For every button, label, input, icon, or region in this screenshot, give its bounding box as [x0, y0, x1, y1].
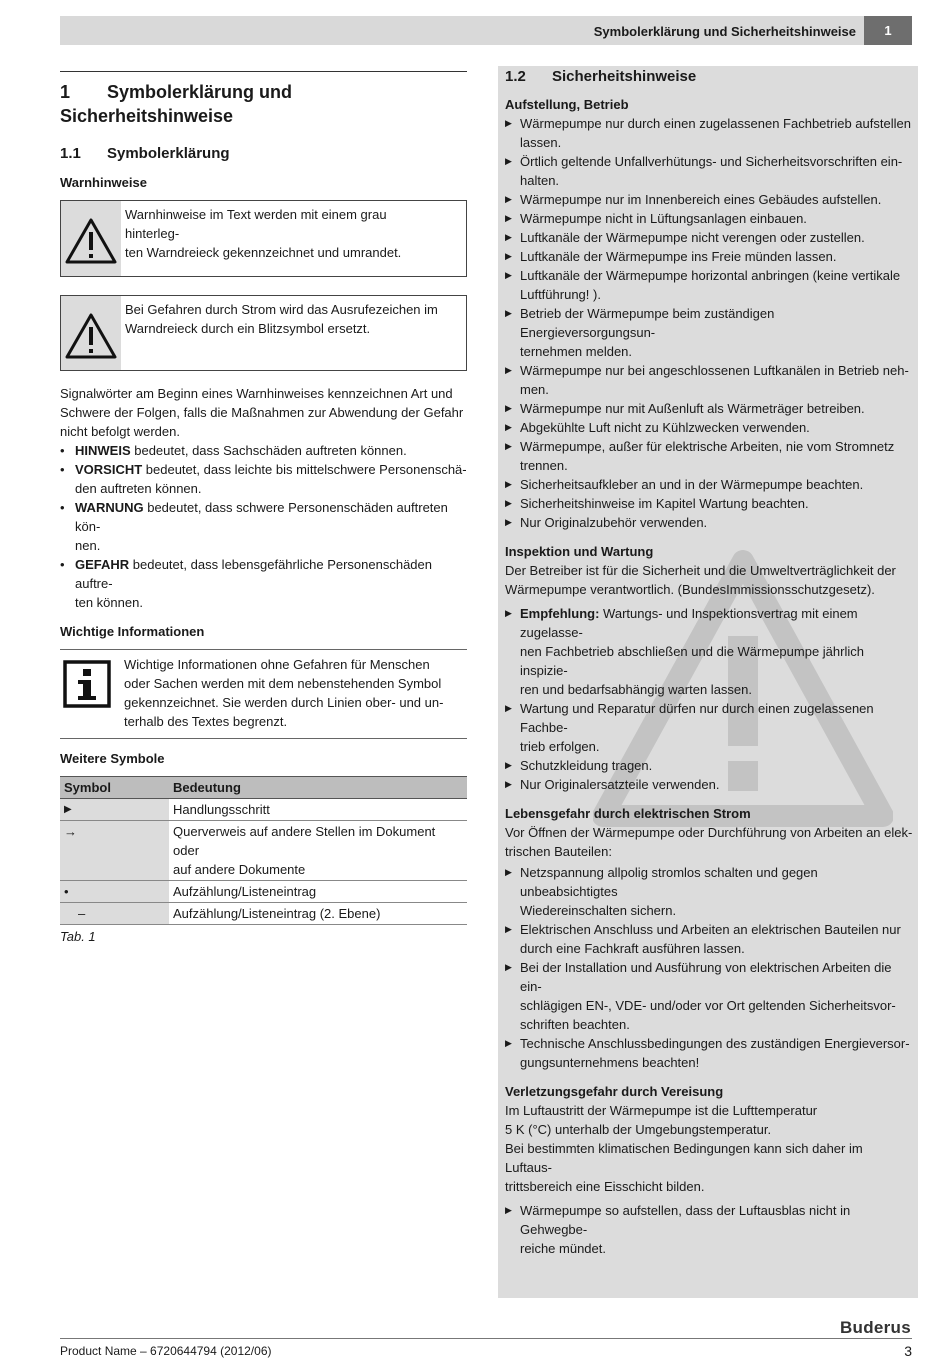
list-item-text: Wartungs- und Inspektionsvertrag mit einem zugelasse-: [520, 606, 858, 640]
list-item: ▶ Örtlich geltende Unfallverhütungs- und Sicherheitsvorschriften ein- halten.: [505, 154, 903, 188]
paragraph-line: trittsbereich eine Eisschicht bilden.: [505, 1179, 705, 1194]
list-item: • WARNUNG bedeutet, dass schwere Personenschäden auftreten kön- nen.: [60, 500, 448, 553]
list-item: ▶ Abgekühlte Luft nicht zu Kühlzwecken verwenden.: [505, 420, 810, 435]
section-title-text: Sicherheitshinweise: [552, 68, 697, 85]
list-item-text: bedeutet, dass schwere Personenschäden auftreten kön-: [75, 500, 448, 534]
table-cell-meaning: Handlungsschritt: [169, 799, 467, 821]
info-text-line: gekennzeichnet. Sie werden durch Linien ober- und un-: [124, 695, 444, 710]
chapter-title: [60, 71, 467, 128]
info-icon: [63, 660, 111, 708]
warning-text-line: Warndreieck durch ein Blitzsymbol ersetzt.: [125, 321, 371, 336]
list-item: ▶ Wärmepumpe nur bei angeschlossenen Luftkanälen in Betrieb neh- men.: [505, 363, 909, 397]
list-item: ▶ Wärmepumpe nur durch einen zugelassenen Fachbetrieb aufstellen lassen.: [505, 116, 911, 150]
list-item: ▶ Wartung und Reparatur dürfen nur durch einen zugelassenen Fachbe- trieb erfolgen.: [505, 701, 874, 754]
list-item: ▶ Empfehlung: Wartungs- und Inspektionsvertrag mit einem zugelasse- nen Fachbetrieb abschließen und die Wärmepumpe jährlich inspizie- ren und bedarfsabhängig warten lassen.: [505, 606, 864, 697]
table-cell-meaning: [169, 821, 467, 881]
list-item-text: bedeutet, dass leichte bis mittelschwere Personenschä-: [142, 462, 467, 477]
list-item: ▶ Netzspannung allpolig stromlos schalten und gegen unbeabsichtigtes Wiedereinschalten sichern.: [505, 865, 818, 918]
list-item: ▶ Luftkanäle der Wärmepumpe ins Freie münden lassen.: [505, 249, 837, 264]
list-item-text: Wiedereinschalten sichern.: [520, 903, 677, 918]
signal-word: GEFAHR: [75, 557, 130, 572]
signal-word: HINWEIS: [75, 443, 131, 458]
list-item-text: Sicherheitshinweise im Kapitel Wartung beachten.: [520, 496, 809, 511]
table-cell-meaning: Aufzählung/Listeneintrag: [169, 881, 467, 903]
list-item-text: Betrieb der Wärmepumpe beim zuständigen Energieversorgungsun-: [520, 306, 775, 340]
section-title-1-1: [60, 144, 467, 164]
list-item-text: bedeutet, dass lebensgefährliche Personenschäden auftre-: [75, 557, 432, 591]
list-item-text: durch eine Fachkraft ausführen lassen.: [520, 941, 745, 956]
warning-box-general: [60, 200, 467, 277]
list-item: ▶ Elektrischen Anschluss und Arbeiten an elektrischen Bauteilen nur durch eine Fachkraft ausführen lassen.: [505, 922, 901, 956]
table-row: [60, 881, 467, 903]
signal-words-list: [60, 441, 467, 612]
signal-word: VORSICHT: [75, 462, 143, 477]
table-header-cell: Bedeutung: [169, 777, 467, 799]
paragraph-line: 5 K (°C) unterhalb der Umgebungstemperatur.: [505, 1122, 772, 1137]
list-item-text: Wärmepumpe nur mit Außenluft als Wärmeträger betreiben.: [520, 401, 865, 416]
list-item: ▶ Schutzkleidung tragen.: [505, 758, 653, 773]
warn-heading: Warnhinweise: [60, 175, 147, 190]
signal-words-intro: [60, 384, 467, 441]
info-text-line: terhalb des Textes begrenzt.: [124, 714, 288, 729]
section-title-1-2: [505, 66, 913, 87]
paragraph-line: trischen Bauteilen:: [505, 844, 612, 859]
table-row: [60, 799, 467, 821]
list-item-text: Sicherheitsaufkleber an und in der Wärmepumpe beachten.: [520, 477, 864, 492]
list-item-text: ternehmen melden.: [520, 344, 633, 359]
list-item-text: Luftkanäle der Wärmepumpe nicht verengen oder zustellen.: [520, 230, 865, 245]
header-title: Symbolerklärung und Sicherheitshinweise: [593, 24, 856, 39]
list-item-text: Schutzkleidung tragen.: [520, 758, 653, 773]
info-text-line: oder Sachen werden mit dem nebenstehenden Symbol: [124, 676, 442, 691]
table-row: [60, 821, 467, 881]
list-item-text: Wärmepumpe nur im Innenbereich eines Gebäudes aufstellen.: [520, 192, 882, 207]
list-item-text: Örtlich geltende Unfallverhütungs- und Sicherheitsvorschriften ein-: [520, 154, 903, 169]
paragraph-line: Der Betreiber ist für die Sicherheit und die Umweltverträglichkeit der: [505, 563, 896, 578]
aufstellung-heading: Aufstellung, Betrieb: [505, 97, 629, 112]
list-item-text: Nur Originalersatzteile verwenden.: [520, 777, 720, 792]
list-item: ▶ Wärmepumpe, außer für elektrische Arbeiten, nie vom Stromnetz trennen.: [505, 439, 895, 473]
paragraph-line: Vor Öffnen der Wärmepumpe oder Durchführung von Arbeiten an elek-: [505, 825, 913, 840]
list-item-text: Wärmepumpe nicht in Lüftungsanlagen einbauen.: [520, 211, 807, 226]
warning-triangle-icon: [65, 312, 117, 360]
list-item: ▶ Sicherheitsaufkleber an und in der Wärmepumpe beachten.: [505, 477, 864, 492]
list-item-text: den auftreten können.: [75, 481, 202, 496]
footer-product-info: Product Name – 6720644794 (2012/06): [60, 1344, 272, 1358]
list-item-text: gungsunternehmens beachten!: [520, 1055, 700, 1070]
header-chapter-number: 1: [864, 16, 912, 45]
table-cell-symbol: •: [60, 881, 169, 903]
list-item-text: Wärmepumpe, außer für elektrische Arbeiten, nie vom Stromnetz: [520, 439, 895, 454]
list-item-text: Nur Originalzubehör verwenden.: [520, 515, 708, 530]
strom-heading: Lebensgefahr durch elektrischen Strom: [505, 806, 751, 821]
page-header: [60, 16, 912, 45]
info-box: [60, 649, 467, 739]
warning-text-line: Bei Gefahren durch Strom wird das Ausrufezeichen im: [125, 302, 438, 317]
vereisung-heading: Verletzungsgefahr durch Vereisung: [505, 1084, 724, 1099]
list-item-text: nen Fachbetrieb abschließen und die Wärmepumpe jährlich inspizie-: [520, 644, 864, 678]
left-column: [60, 71, 467, 946]
list-item-text: Wartung und Reparatur dürfen nur durch einen zugelassenen Fachbe-: [520, 701, 874, 735]
list-item-text: Netzspannung allpolig stromlos schalten und gegen unbeabsichtigtes: [520, 865, 818, 899]
info-text-line: Wichtige Informationen ohne Gefahren für Menschen: [124, 657, 430, 672]
list-item: ▶ Luftkanäle der Wärmepumpe nicht verengen oder zustellen.: [505, 230, 865, 245]
list-item: ▶ Nur Originalzubehör verwenden.: [505, 515, 708, 530]
signal-word: WARNUNG: [75, 500, 144, 515]
aufstellung-list: [505, 114, 913, 532]
info-text: [124, 655, 444, 731]
paragraph-line: Signalwörter am Beginn eines Warnhinweises kennzeichnen Art und: [60, 386, 453, 401]
list-item: ▶ Wärmepumpe nicht in Lüftungsanlagen einbauen.: [505, 211, 807, 226]
list-item: ▶ Betrieb der Wärmepumpe beim zuständigen Energieversorgungsun- ternehmen melden.: [505, 306, 775, 359]
right-column: [498, 66, 918, 1298]
warning-text-line: Warnhinweise im Text werden mit einem grau hinterleg-: [125, 207, 387, 241]
list-item-text: reiche mündet.: [520, 1241, 606, 1256]
section-number: 1.1: [60, 145, 81, 162]
list-item-text: Wärmepumpe nur durch einen zugelassenen Fachbetrieb aufstellen: [520, 116, 911, 131]
warning-text-line: ten Warndreieck gekennzeichnet und umrandet.: [125, 245, 402, 260]
list-item: ▶ Bei der Installation und Ausführung von elektrischen Arbeiten die ein- schlägigen EN-, VDE- und/oder vor Ort geltenden Sicherheitsvor- schriften beachten.: [505, 960, 896, 1032]
table-row: [60, 903, 467, 925]
paragraph-line: Bei bestimmten klimatischen Bedingungen kann sich daher im Luftaus-: [505, 1141, 863, 1175]
list-item-text: Luftkanäle der Wärmepumpe horizontal anbringen (keine vertikale: [520, 268, 901, 283]
table-cell-text: Querverweis auf andere Stellen im Dokument oder: [173, 824, 436, 858]
list-item-text: Wärmepumpe nur bei angeschlossenen Luftkanälen in Betrieb neh-: [520, 363, 909, 378]
inspektion-list: [505, 604, 913, 794]
warning-text: [125, 300, 443, 338]
list-item: • VORSICHT bedeutet, dass leichte bis mittelschwere Personenschä- den auftreten können.: [60, 462, 467, 496]
page-number: 3: [904, 1343, 912, 1359]
list-item: • HINWEIS bedeutet, dass Sachschäden auftreten können.: [60, 443, 407, 458]
symbols-table: [60, 776, 467, 925]
list-item-text: nen.: [75, 538, 101, 553]
table-cell-symbol: –: [60, 903, 169, 925]
list-item-text: Bei der Installation und Ausführung von elektrischen Arbeiten die ein-: [520, 960, 892, 994]
info-heading: Wichtige Informationen: [60, 624, 205, 639]
list-item-text: Abgekühlte Luft nicht zu Kühlzwecken verwenden.: [520, 420, 810, 435]
chapter-number: 1: [60, 82, 71, 102]
list-item: ▶ Wärmepumpe so aufstellen, dass der Luftausblas nicht in Gehwegbe- reiche mündet.: [505, 1203, 851, 1256]
footer-divider: [60, 1338, 912, 1339]
table-cell-symbol: →: [60, 821, 169, 881]
list-item-text: lassen.: [520, 135, 562, 150]
recommendation-label: Empfehlung:: [520, 606, 600, 621]
list-item-text: men.: [520, 382, 549, 397]
chapter-title-text: Symbolerklärung und Sicherheitshinweise: [60, 82, 293, 126]
list-item-text: Technische Anschlussbedingungen des zuständigen Energieversor-: [520, 1036, 910, 1051]
warning-text: [125, 205, 443, 262]
list-item: ▶ Sicherheitshinweise im Kapitel Wartung beachten.: [505, 496, 809, 511]
table-caption: Tab. 1: [60, 929, 96, 944]
list-item-text: Elektrischen Anschluss und Arbeiten an elektrischen Bauteilen nur: [520, 922, 901, 937]
table-header-row: [60, 777, 467, 799]
inspektion-heading: Inspektion und Wartung: [505, 544, 654, 559]
strom-list: [505, 863, 913, 1072]
table-cell-meaning: Aufzählung/Listeneintrag (2. Ebene): [169, 903, 467, 925]
section-title-text: Symbolerklärung: [107, 145, 230, 162]
table-header-cell: Symbol: [60, 777, 169, 799]
warning-triangle-icon: [65, 217, 117, 265]
list-item-text: halten.: [520, 173, 560, 188]
list-item-text: Luftführung! ).: [520, 287, 601, 302]
list-item-text: ten können.: [75, 595, 143, 610]
warning-icon-cell: [61, 296, 121, 370]
list-item-text: schlägigen EN-, VDE- und/oder vor Ort geltenden Sicherheitsvor-: [520, 998, 896, 1013]
more-symbols-heading: Weitere Symbole: [60, 751, 165, 766]
list-item: • GEFAHR bedeutet, dass lebensgefährliche Personenschäden auftre- ten können.: [60, 557, 432, 610]
list-item-text: schriften beachten.: [520, 1017, 630, 1032]
list-item-text: bedeutet, dass Sachschäden auftreten können.: [130, 443, 407, 458]
list-item-text: trennen.: [520, 458, 568, 473]
buderus-logo: Buderus: [839, 1318, 911, 1337]
list-item-text: trieb erfolgen.: [520, 739, 600, 754]
list-item: ▶ Nur Originalersatzteile verwenden.: [505, 777, 720, 792]
list-item: ▶ Wärmepumpe nur im Innenbereich eines Gebäudes aufstellen.: [505, 192, 882, 207]
list-item: ▶ Luftkanäle der Wärmepumpe horizontal anbringen (keine vertikale Luftführung! ).: [505, 268, 901, 302]
paragraph-line: nicht befolgt werden.: [60, 424, 180, 439]
table-cell-text: auf andere Dokumente: [173, 862, 306, 877]
list-item: ▶ Wärmepumpe nur mit Außenluft als Wärmeträger betreiben.: [505, 401, 865, 416]
section-number: 1.2: [505, 68, 526, 85]
paragraph-line: Wärmepumpe verantwortlich. (BundesImmissionsschutzgesetz).: [505, 582, 875, 597]
list-item: ▶ Technische Anschlussbedingungen des zuständigen Energieversor- gungsunternehmens beachten!: [505, 1036, 910, 1070]
warning-icon-cell: [61, 201, 121, 276]
right-column-content: [505, 66, 913, 1258]
list-item-text: Luftkanäle der Wärmepumpe ins Freie münden lassen.: [520, 249, 837, 264]
table-cell-symbol: ▶: [60, 799, 169, 821]
paragraph-line: Im Luftaustritt der Wärmepumpe ist die Lufttemperatur: [505, 1103, 818, 1118]
list-item-text: Wärmepumpe so aufstellen, dass der Luftausblas nicht in Gehwegbe-: [520, 1203, 851, 1237]
vereisung-list: [505, 1201, 913, 1258]
warning-box-electric: [60, 295, 467, 371]
paragraph-line: Schwere der Folgen, falls die Maßnahmen zur Abwendung der Gefahr: [60, 405, 464, 420]
list-item-text: ren und bedarfsabhängig warten lassen.: [520, 682, 752, 697]
